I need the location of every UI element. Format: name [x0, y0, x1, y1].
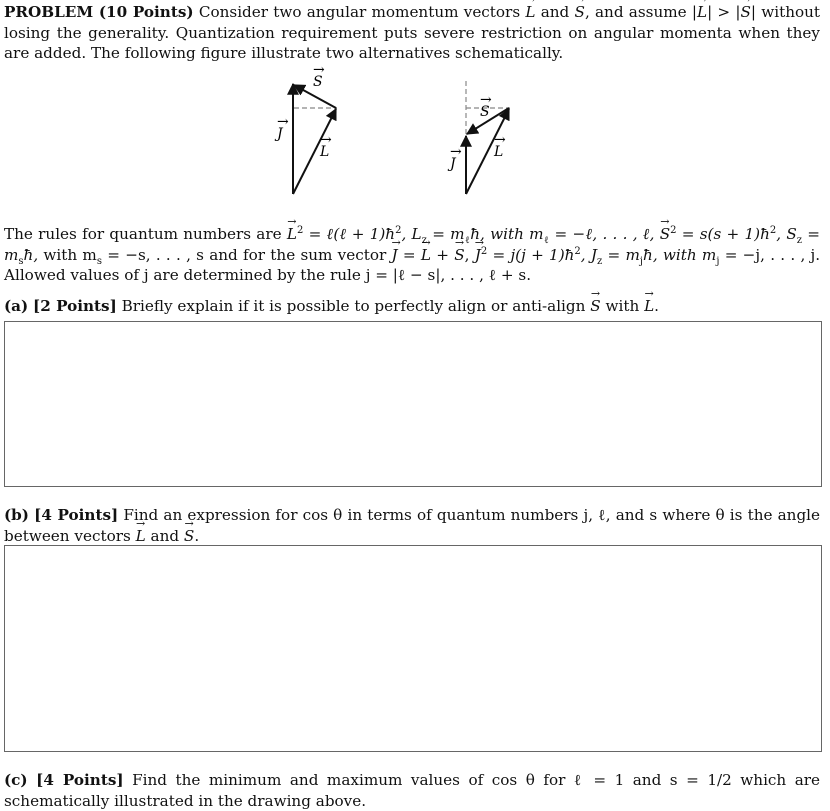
sup: 2 [395, 224, 402, 236]
intro-text-3: | > | [707, 3, 741, 21]
vector-J: → J [475, 245, 481, 266]
part-b-label: (b) [4, 506, 29, 524]
label-S-left: S [313, 74, 323, 90]
and-text: and [540, 3, 570, 21]
vector-L: → L [421, 245, 431, 266]
sup: 2 [296, 224, 304, 236]
svg-text:→: → [480, 92, 492, 108]
part-a-points: [2 Points] [33, 297, 117, 315]
part-a-text: Briefly explain if it is possible to perfectly align or anti-align [121, 297, 586, 315]
rules-text: , J [580, 245, 597, 264]
rules-text: ħ, with m [470, 225, 544, 243]
diagram-antialigned [447, 81, 510, 194]
vector-S: → S [454, 245, 464, 266]
part-b-text: Find an expression for cos θ in terms of quantum numbers j, ℓ, and s where θ is the angle between vectors [4, 506, 821, 545]
part-c-points: [4 Points] [36, 771, 124, 789]
part-c-question [4, 770, 820, 811]
rules-text: = j(j + 1)ħ [492, 245, 575, 264]
part-c-text: Find the minimum and maximum values of cos θ for ℓ = 1 and s = 1/2 which are schematically illustrated in the drawing above. [4, 771, 821, 810]
rules-text: = m [607, 245, 640, 264]
label-L-left: L [320, 144, 330, 160]
svg-text:→: → [320, 132, 332, 148]
part-a-label: (a) [4, 297, 29, 315]
rules-text: = m [432, 225, 465, 243]
sup: 2 [480, 245, 488, 257]
rules-text: = −ℓ, . . . , ℓ, [554, 225, 655, 243]
vector-L: → L [525, 2, 535, 23]
sub: j [716, 255, 720, 267]
problem-statement [4, 2, 820, 64]
rules-text: ħ, with m [643, 245, 717, 264]
vector-L: → L [287, 224, 297, 245]
vector-S: → S [575, 2, 585, 23]
arrow-L-left [293, 109, 336, 194]
intro-text: Consider two angular momentum vectors [198, 3, 521, 21]
sub: ℓ [464, 235, 471, 247]
diagram-aligned [274, 66, 337, 194]
sup: 2 [670, 224, 677, 236]
rules-text: ħ, [23, 245, 39, 264]
vector-S: → S [741, 2, 751, 23]
label-J-right: J [450, 156, 456, 172]
rules-text: = [402, 245, 416, 264]
sup: 2 [574, 245, 581, 257]
label-L-right: L [494, 144, 504, 160]
with-text: with [605, 297, 640, 315]
rules-text: , [464, 245, 470, 264]
rules-text: The rules for quantum numbers are [4, 225, 282, 243]
vector-L: → L [697, 2, 707, 23]
part-a-question [4, 296, 820, 317]
label-J-left: J [277, 126, 283, 142]
problem-heading: PROBLEM (10 Points) [4, 3, 194, 21]
part-b-question [4, 505, 820, 546]
rules-text: = ℓ(ℓ + 1)ħ [308, 225, 396, 243]
intro-text-2: , and assume | [584, 3, 697, 21]
svg-text:→: → [313, 66, 325, 78]
svg-text:→: → [494, 132, 506, 148]
vector-J: → J [392, 245, 398, 266]
vector-L: → L [136, 526, 146, 547]
intro-text-4: | without losing the generality. Quantization requirement puts severe restriction on angular momenta when they are added. The following figure illustrate two alternatives schematically. [4, 3, 821, 62]
sup: 2 [769, 224, 777, 236]
vector-S: → S [590, 296, 600, 317]
vector-L: → L [644, 296, 654, 317]
part-b-points: [4 Points] [34, 506, 119, 524]
rules-text: , L [401, 225, 422, 243]
answer-box-a[interactable] [4, 321, 822, 487]
rules-text: = −s, . . . , s and for the sum vector [107, 245, 387, 264]
vector-S: → S [184, 526, 194, 547]
sub: s [96, 255, 102, 267]
sub: j [639, 255, 644, 267]
sub: z [596, 255, 603, 267]
and-text: and [150, 526, 180, 545]
rules-text: , S [776, 225, 797, 243]
period: . [654, 297, 659, 315]
sub: z [796, 235, 803, 247]
sub: z [421, 235, 427, 247]
part-c-label: (c) [4, 771, 28, 789]
svg-text:→: → [277, 114, 289, 130]
sub: ℓ [543, 235, 550, 247]
rules-text: = m [4, 225, 821, 264]
answer-box-b[interactable] [4, 545, 822, 752]
svg-text:→: → [450, 144, 462, 160]
rules-text: = −j, . . . , j. Allowed values of j are determined by the rule j = |ℓ − s|, . . . , ℓ + s. [4, 245, 821, 284]
vector-S: → S [660, 224, 670, 245]
rules-text: + [436, 245, 449, 264]
vector-diagram [0, 66, 830, 206]
sub: s [18, 255, 24, 267]
rules-paragraph [4, 224, 820, 286]
rules-text: with m [43, 245, 97, 264]
period: . [194, 526, 200, 545]
label-S-right: S [480, 104, 490, 120]
rules-text: = s(s + 1)ħ [681, 225, 770, 243]
